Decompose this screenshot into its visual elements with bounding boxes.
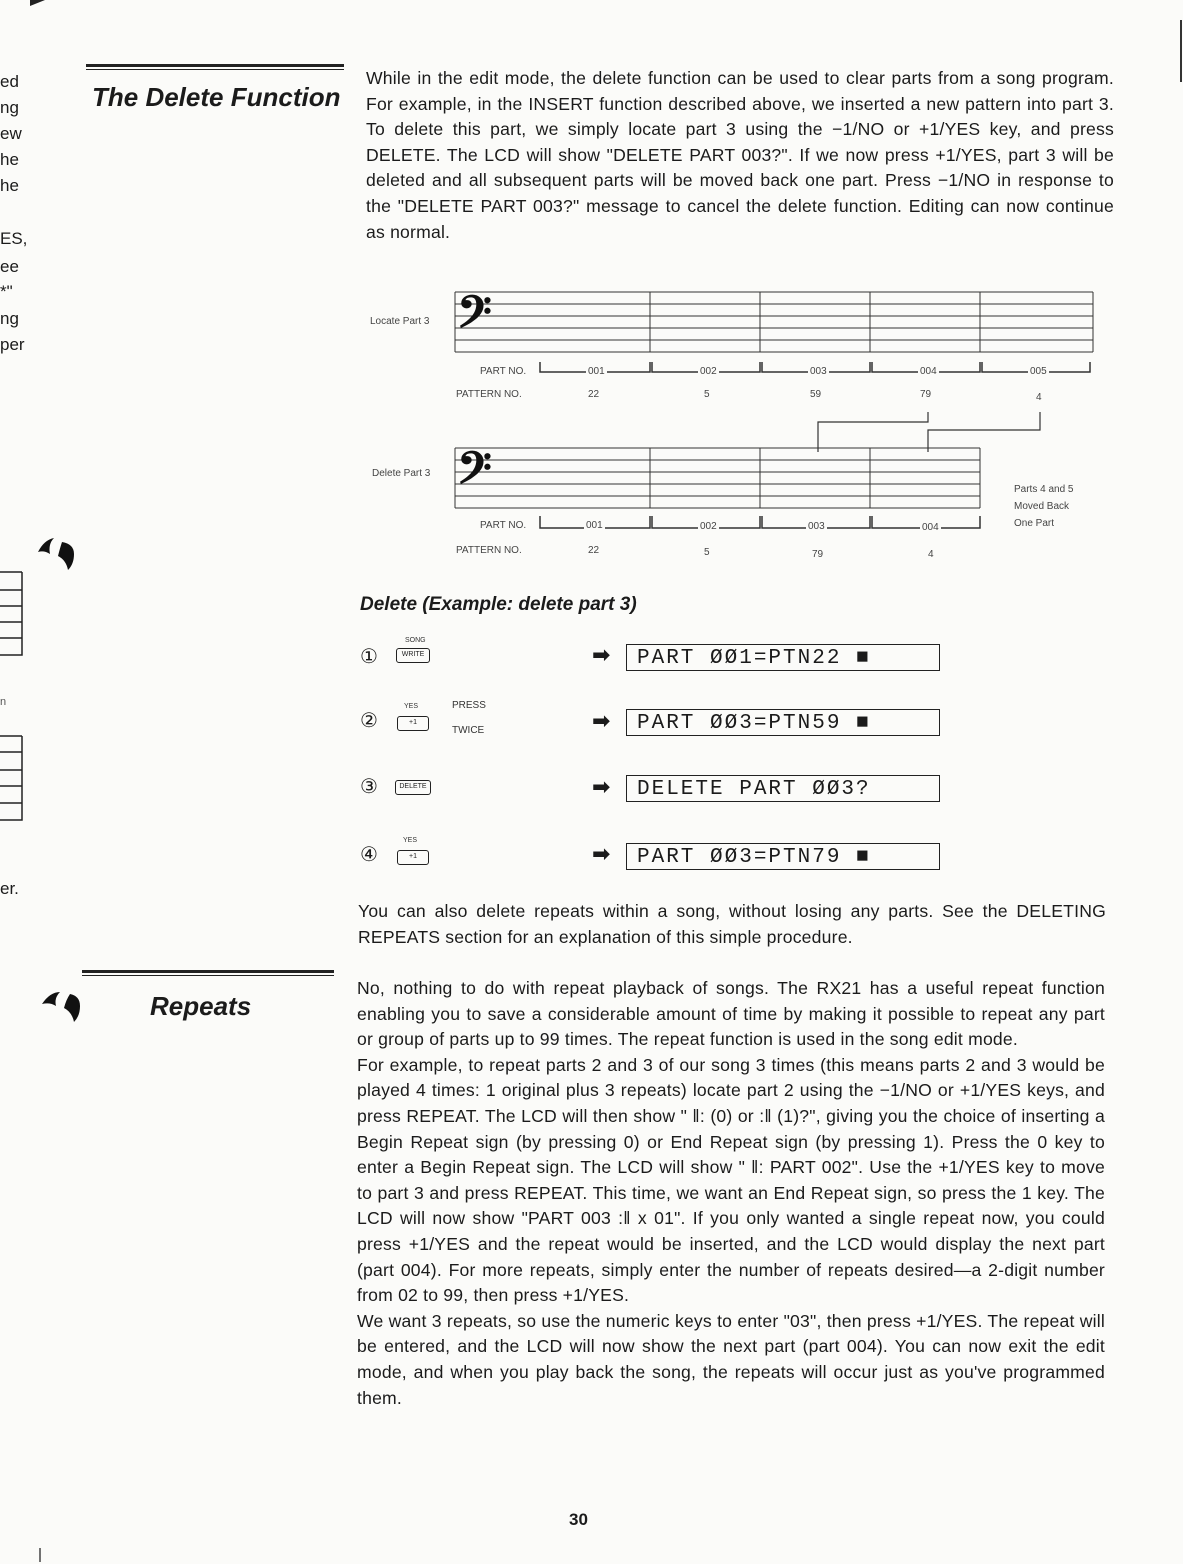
pattern-no-label: PATTERN NO. <box>456 389 522 400</box>
repeats-body <box>357 976 1105 1411</box>
pattern-number: 79 <box>812 549 824 560</box>
lcd-display: PART ØØ1=PTN22 ■ <box>626 644 940 671</box>
pattern-number: 5 <box>704 547 710 558</box>
margin-fragment: ee <box>0 257 19 276</box>
arrow-right-icon: ➡ <box>592 774 611 799</box>
bass-clef-icon: 𝄢 <box>457 285 492 349</box>
example-after-text: You can also delete repeats within a song, without losing any parts. See the DELETING REPEATS section for an explanation of this simple procedure. <box>358 901 1106 947</box>
part-number: 003 <box>810 366 827 377</box>
twice-label: TWICE <box>452 725 485 736</box>
part-number: 002 <box>700 366 717 377</box>
step-number: ③ <box>360 776 378 798</box>
key-stack-icon <box>0 736 22 820</box>
key-stack-icon <box>0 572 22 655</box>
bass-clef-icon: 𝄢 <box>457 441 492 505</box>
margin-fragment: ed <box>0 72 19 91</box>
margin-fragment: *" <box>0 282 13 301</box>
repeats-paragraph: No, nothing to do with repeat playback of songs. The RX21 has a useful repeat function enabling you to save a considerable amount of time by making it possible to repeat any part or group of parts up to 99 times. The repeat function is used in the song edit mode. <box>357 978 1105 1050</box>
margin-fragment: per <box>0 335 25 354</box>
section-title-repeats: Repeats <box>150 991 252 1021</box>
pattern-number: 5 <box>704 389 710 400</box>
arrow-right-icon: ➡ <box>592 708 611 733</box>
step-number: ② <box>360 710 378 732</box>
margin-decorations <box>0 0 120 1564</box>
margin-fragment: he <box>0 176 19 195</box>
pattern-number: 4 <box>1036 392 1042 403</box>
margin-fragment: ng <box>0 309 19 328</box>
plus-one-key-icon: +1 <box>397 716 429 731</box>
diagram-note: Parts 4 and 5 <box>1014 484 1074 495</box>
part-number: 003 <box>808 521 825 532</box>
step-number: ④ <box>360 844 378 866</box>
pattern-number: 22 <box>588 389 600 400</box>
margin-fragment: ng <box>0 98 19 117</box>
repeats-paragraph: We want 3 repeats, so use the numeric keys to enter "03", then press +1/YES. The repeat will be entered, and the LCD will now show the next part (part 004). You can now exit the edit mode, and when you play back the song, the repeats will occur just as you've programmed them. <box>357 1310 1105 1408</box>
key-caption: SONG <box>405 637 426 644</box>
margin-fragment: ew <box>0 124 22 143</box>
part-no-label: PART NO. <box>480 366 527 377</box>
key-caption: YES <box>403 837 418 844</box>
section-rule <box>86 64 344 70</box>
page-number: 30 <box>569 1510 588 1529</box>
plus-one-key-icon: +1 <box>397 850 429 865</box>
margin-fragment: er. <box>0 879 19 898</box>
pattern-number: 59 <box>810 389 822 400</box>
corner-mark <box>30 0 45 6</box>
section-title-delete: The Delete Function <box>92 82 341 112</box>
part-number: 001 <box>588 366 605 377</box>
press-label: PRESS <box>452 700 486 711</box>
part-number: 004 <box>920 366 937 377</box>
part-no-label: PART NO. <box>480 520 527 531</box>
edge-line <box>1180 20 1182 82</box>
arrow-right-icon: ➡ <box>592 642 611 667</box>
margin-fragment: ES, <box>0 229 28 248</box>
example-heading: Delete (Example: delete part 3) <box>360 594 637 615</box>
staff-diagram <box>440 280 1120 600</box>
hand-pointer-icon <box>38 538 54 554</box>
margin-fragment: n <box>0 696 7 708</box>
diagram-label-delete: Delete Part 3 <box>372 468 431 479</box>
part-number: 001 <box>586 520 603 531</box>
delete-key-icon: DELETE <box>395 780 431 795</box>
repeats-paragraph: For example, to repeat parts 2 and 3 of our song 3 times (this means parts 2 and 3 would be played 4 times: 1 original plus 3 repeats) locate part 2 using the −1/NO or +1/YES keys, and press REPEAT. The LCD will then show " ‖: (0) or :‖ (1)?", giving you the choice of inserting a Begin Repeat sign (by pressing 0) or End Repeat sign (by pressing 1). Press the 0 key to enter a Begin Repeat sign. The LCD will show " ‖: PART 002". Use the +1/YES key to move to part 3 and press REPEAT. This time, we want an End Repeat sign, so press the 1 key. The LCD will now show "PART 003 :‖ x 01". If you only wanted a single repeat now, you could press +1/YES and the repeat would be inserted, and the LCD would display the next part (part 004). For more repeats, simply enter the number of repeats desired—a 2-digit number from 02 to 99, then press +1/YES. <box>357 1054 1105 1306</box>
hand-pointer-icon <box>42 992 60 1006</box>
part-number: 005 <box>1030 366 1047 377</box>
diagram-note: Moved Back <box>1014 501 1070 512</box>
diagram-note: One Part <box>1014 518 1055 529</box>
margin-fragment: he <box>0 150 19 169</box>
pattern-number: 79 <box>920 389 932 400</box>
section-rule <box>82 970 334 976</box>
diagram-label-locate: Locate Part 3 <box>370 316 430 327</box>
delete-body: While in the edit mode, the delete function can be used to clear parts from a song program. For example, in the INSERT function described above, we inserted a new pattern into part 3. To delete this part, we simply locate part 3 using the −1/NO or +1/YES key, and press DELETE. The LCD will show "DELETE PART 003?". If we now press +1/YES, part 3 will be deleted and all subsequent parts will be moved back one part. Press −1/NO in response to the "DELETE PART 003?" message to cancel the delete function. Editing can now continue as normal. <box>366 68 1114 242</box>
step-number: ① <box>360 646 378 668</box>
hand-pointer-icon <box>58 542 74 570</box>
lcd-display: DELETE PART ØØ3? <box>626 775 940 802</box>
pattern-number: 4 <box>928 549 934 560</box>
pattern-no-label: PATTERN NO. <box>456 545 522 556</box>
pattern-number: 22 <box>588 545 600 556</box>
part-number: 002 <box>700 521 717 532</box>
lcd-display: PART ØØ3=PTN79 ■ <box>626 843 940 870</box>
key-caption: YES <box>404 703 419 710</box>
part-number: 004 <box>922 522 939 533</box>
write-key-icon: WRITE <box>396 648 430 663</box>
arrow-right-icon: ➡ <box>592 841 611 866</box>
hand-pointer-icon <box>64 994 80 1022</box>
lcd-display: PART ØØ3=PTN59 ■ <box>626 709 940 736</box>
